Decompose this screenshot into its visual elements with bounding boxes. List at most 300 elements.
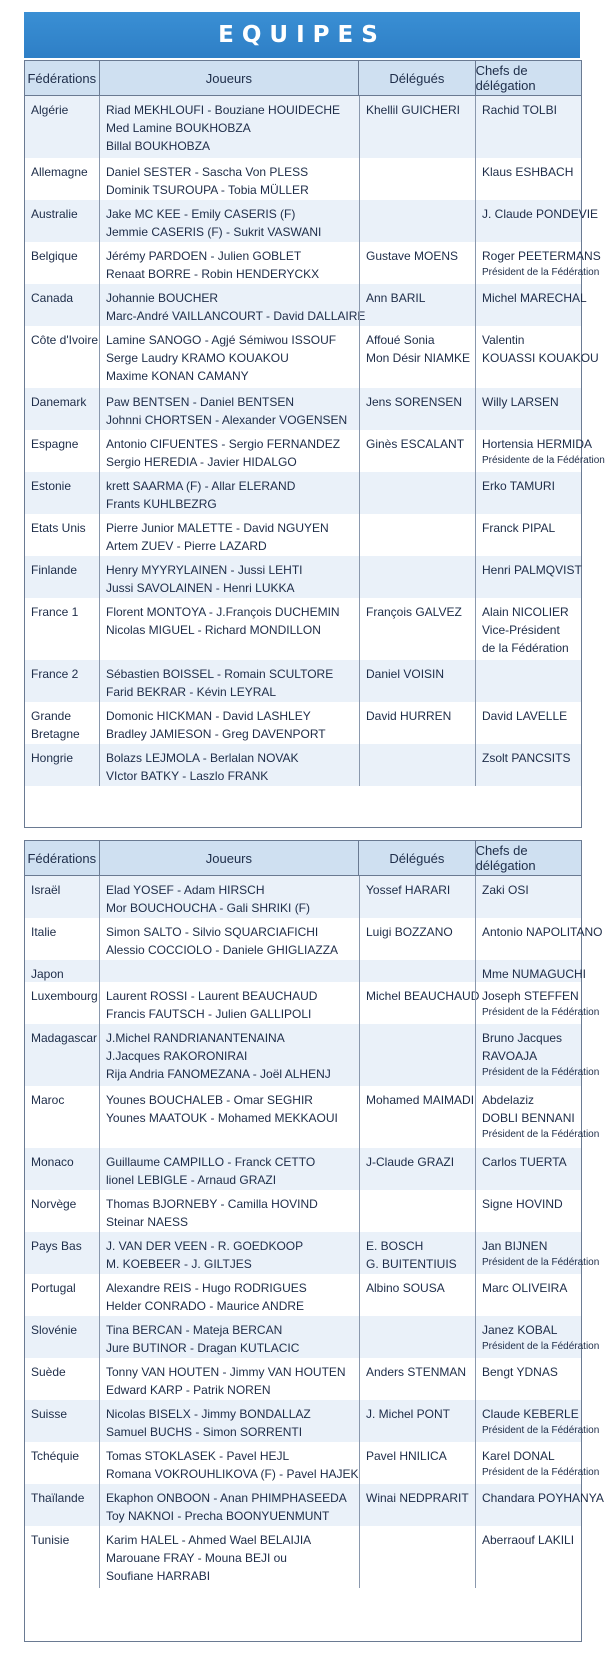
federation-cell-line: Estonie [31, 479, 72, 493]
federation-cell [25, 200, 99, 242]
delegates-cell-line: J-Claude GRAZI [366, 1155, 455, 1169]
teams-table-2 [24, 840, 604, 1642]
players-cell-line: Pierre Junior MALETTE - David NGUYEN [106, 521, 329, 535]
delegates-cell [359, 242, 475, 284]
federation-cell-line: Espagne [31, 437, 79, 451]
table-row [25, 1086, 600, 1148]
chef-cell-line: Erko TAMURI [482, 479, 555, 493]
players-cell-line: Elad YOSEF - Adam HIRSCH [106, 883, 265, 897]
chef-cell-line: Abdelaziz [482, 1093, 535, 1107]
players-cell [99, 744, 359, 786]
federation-cell [25, 472, 99, 514]
players-cell-line: Guillaume CAMPILLO - Franck CETTO [106, 1155, 316, 1169]
chef-cell [475, 1484, 604, 1526]
federation-cell [25, 1484, 99, 1526]
players-cell-line: Nicolas MIGUEL - Richard MONDILLON [106, 623, 321, 637]
table-row [25, 1358, 581, 1400]
table-row [25, 1148, 581, 1190]
delegates-cell [359, 702, 475, 744]
table-row [25, 960, 586, 982]
chef-cell-line: Aberraouf LAKILI [482, 1533, 575, 1547]
table-row [25, 1526, 581, 1588]
players-cell [99, 598, 359, 660]
chef-title: Président de la Fédération [482, 267, 600, 278]
delegates-cell [359, 1024, 475, 1086]
page-title: EQUIPES [218, 22, 386, 48]
chef-cell [475, 1400, 600, 1442]
delegates-cell [359, 1274, 475, 1316]
chef-cell [475, 982, 600, 1024]
table-row [25, 982, 600, 1024]
table-row [25, 388, 581, 430]
federation-cell-line: Algérie [31, 103, 69, 117]
chef-cell [475, 1358, 581, 1400]
players-cell [99, 660, 359, 702]
delegates-cell-line: David HURREN [366, 709, 452, 723]
delegates-cell-line: Luigi BOZZANO [366, 925, 453, 939]
players-cell-line: J. VAN DER VEEN - R. GOEDKOOP [106, 1239, 304, 1253]
delegates-cell [359, 1526, 475, 1588]
federation-cell-line: France 2 [31, 667, 79, 681]
table-row [25, 96, 581, 158]
delegates-cell-line: Mohamed MAIMADI [366, 1093, 475, 1107]
players-cell [99, 96, 359, 158]
players-cell [99, 876, 359, 918]
delegates-cell-line: Jens SORENSEN [366, 395, 463, 409]
federation-cell [25, 284, 99, 326]
chef-cell-line: RAVOAJA [482, 1049, 538, 1063]
delegates-cell-line: Gustave MOENS [366, 249, 459, 263]
chef-cell [475, 1148, 581, 1190]
chef-cell-line: David LAVELLE [482, 709, 568, 723]
federation-cell-line: Norvège [31, 1197, 77, 1211]
chef-cell [475, 1190, 581, 1232]
players-cell [99, 1024, 359, 1086]
players-cell-line: Tomas STOKLASEK - Pavel HEJL [106, 1449, 290, 1463]
federation-cell [25, 556, 99, 598]
chef-cell-line: Mme NUMAGUCHI [482, 967, 586, 981]
chef-title: Présidente de la Fédération [482, 455, 605, 466]
players-cell-line: M. KOEBEER - J. GILTJES [106, 1257, 252, 1271]
players-cell [99, 960, 359, 982]
players-cell-line: Younes BOUCHALEB - Omar SEGHIR [106, 1093, 313, 1107]
delegates-cell-line: Ginès ESCALANT [366, 437, 465, 451]
chef-cell-line: DOBLI BENNANI [482, 1111, 575, 1125]
federation-cell [25, 876, 99, 918]
chef-cell [475, 1274, 581, 1316]
players-cell-line: Jussi SAVOLAINEN - Henri LUKKA [106, 581, 295, 595]
players-cell-line: Farid BEKRAR - Kévin LEYRAL [106, 685, 277, 699]
federation-cell-line: Finlande [31, 563, 78, 577]
federation-cell [25, 744, 99, 786]
table-row [25, 326, 599, 388]
header-joueurs: Joueurs [100, 61, 360, 95]
federation-cell-line: Tchéquie [31, 1449, 80, 1463]
federation-cell-line: Etats Unis [31, 521, 86, 535]
header-delegues: Délégués [359, 841, 475, 875]
table-row [25, 1024, 600, 1086]
players-cell [99, 1526, 359, 1588]
delegates-cell-line: E. BOSCH [366, 1239, 424, 1253]
federation-cell-line: Suisse [31, 1407, 68, 1421]
players-cell-line: Younes MAATOUK - Mohamed MEKKAOUI [106, 1111, 338, 1125]
players-cell-line: J.Michel RANDRIANANTENAINA [106, 1031, 285, 1045]
players-cell-line: Jake MC KEE - Emily CASERIS (F) [106, 207, 296, 221]
federation-cell [25, 326, 99, 388]
federation-cell [25, 96, 99, 158]
players-cell-line: Marc-André VAILLANCOURT - David DALLAIRE [106, 309, 366, 323]
delegates-cell-line: Ann BARIL [366, 291, 426, 305]
table-row [25, 514, 581, 556]
chef-cell [475, 200, 599, 242]
federation-cell [25, 918, 99, 960]
chef-cell [475, 556, 581, 598]
players-cell-line: Francis FAUTSCH - Julien GALLIPOLI [106, 1007, 312, 1021]
players-cell-line: Romana VOKROUHLIKOVA (F) - Pavel HAJEK [106, 1467, 359, 1481]
chef-title: Président de la Fédération [482, 1067, 600, 1078]
players-cell [99, 242, 359, 284]
chef-cell [475, 598, 581, 660]
federation-cell-line: Thaïlande [31, 1491, 85, 1505]
players-cell-line: Florent MONTOYA - J.François DUCHEMIN [106, 605, 340, 619]
federation-cell [25, 1442, 99, 1484]
chef-cell-line: Claude KEBERLE [482, 1407, 579, 1421]
table-row [25, 1232, 600, 1274]
players-cell [99, 1190, 359, 1232]
table-row [25, 1316, 600, 1358]
federation-cell-line: Maroc [31, 1093, 65, 1107]
players-cell-line: Lamine SANOGO - Agjé Sémiwou ISSOUF [106, 333, 337, 347]
delegates-cell [359, 918, 475, 960]
federation-cell-line: Luxembourg [31, 989, 98, 1003]
chef-cell [475, 158, 581, 200]
federation-cell [25, 1358, 99, 1400]
chef-cell [475, 1232, 600, 1274]
federation-cell [25, 960, 99, 982]
federation-cell-line: Canada [31, 291, 74, 305]
chef-cell-line: Vice-Président [482, 623, 560, 637]
delegates-cell-line: Affoué Sonia [366, 333, 435, 347]
players-cell-line: Tina BERCAN - Mateja BERCAN [106, 1323, 283, 1337]
table-row [25, 472, 581, 514]
chef-cell [475, 960, 586, 982]
players-cell-line: Samuel BUCHS - Simon SORRENTI [106, 1425, 303, 1439]
players-cell-line: Simon SALTO - Silvio SQUARCIAFICHI [106, 925, 319, 939]
players-cell-line: Ekaphon ONBOON - Anan PHIMPHASEEDA [106, 1491, 347, 1505]
chef-cell [475, 876, 581, 918]
chef-cell-line: Alain NICOLIER [482, 605, 569, 619]
delegates-cell-line: François GALVEZ [366, 605, 462, 619]
chef-title: Président de la Fédération [482, 1425, 600, 1436]
chef-cell-line: Hortensia HERMIDA [482, 437, 593, 451]
table-row [25, 284, 587, 326]
players-cell [99, 1484, 359, 1526]
delegates-cell [359, 96, 475, 158]
chef-cell-line: Zsolt PANCSITS [482, 751, 571, 765]
chef-cell-line: Bengt YDNAS [482, 1365, 558, 1379]
chef-cell [475, 660, 581, 702]
delegates-cell [359, 472, 475, 514]
table-row [25, 430, 605, 472]
players-cell [99, 1442, 359, 1484]
chef-cell [475, 918, 603, 960]
federation-cell [25, 1526, 99, 1588]
players-cell [99, 158, 359, 200]
chef-cell-line: Signe HOVIND [482, 1197, 563, 1211]
delegates-cell [359, 876, 475, 918]
players-cell [99, 200, 359, 242]
table-body [25, 876, 604, 1588]
players-cell-line: Laurent ROSSI - Laurent BEAUCHAUD [106, 989, 318, 1003]
players-cell-line: Domonic HICKMAN - David LASHLEY [106, 709, 311, 723]
chef-cell-line: de la Fédération [482, 641, 569, 655]
players-cell [99, 326, 359, 388]
federation-cell [25, 1024, 99, 1086]
delegates-cell-line: Khellil GUICHERI [366, 103, 461, 117]
delegates-cell-line: Mon Désir NIAMKE [366, 351, 471, 365]
players-cell-line: Tonny VAN HOUTEN - Jimmy VAN HOUTEN [106, 1365, 346, 1379]
players-cell [99, 388, 359, 430]
chef-cell [475, 1316, 600, 1358]
federation-cell [25, 1190, 99, 1232]
table-row [25, 1484, 604, 1526]
title-banner [24, 12, 580, 58]
players-cell-line: Nicolas BISELX - Jimmy BONDALLAZ [106, 1407, 311, 1421]
players-cell [99, 472, 359, 514]
federation-cell-line: Hongrie [31, 751, 74, 765]
chef-cell-line: Franck PIPAL [482, 521, 556, 535]
players-cell-line: Renaat BORRE - Robin HENDERYCKX [106, 267, 320, 281]
chef-cell-line: Antonio NAPOLITANO [482, 925, 603, 939]
table-header [25, 61, 581, 96]
players-cell-line: Serge Laudry KRAMO KOUAKOU [106, 351, 289, 365]
players-cell-line: Alexandre REIS - Hugo RODRIGUES [106, 1281, 307, 1295]
federation-cell [25, 242, 99, 284]
delegates-cell [359, 158, 475, 200]
delegates-cell [359, 1086, 475, 1148]
players-cell [99, 1232, 359, 1274]
players-cell-line: Paw BENTSEN - Daniel BENTSEN [106, 395, 295, 409]
delegates-cell-line: J. Michel PONT [366, 1407, 451, 1421]
federation-cell-line: Suède [31, 1365, 66, 1379]
chef-cell-line: Michel MARECHAL [482, 291, 587, 305]
chef-cell-line: Joseph STEFFEN [482, 989, 579, 1003]
delegates-cell [359, 430, 475, 472]
federation-cell [25, 1148, 99, 1190]
federation-cell-line: Bretagne [31, 727, 80, 741]
table-row [25, 660, 581, 702]
players-cell-line: Dominik TSUROUPA - Tobia MÜLLER [106, 183, 309, 197]
delegates-cell-line: Daniel VOISIN [366, 667, 445, 681]
table-row [25, 744, 581, 786]
delegates-cell [359, 1190, 475, 1232]
players-cell-line: Jemmie CASERIS (F) - Sukrit VASWANI [106, 225, 322, 239]
players-cell-line: Daniel SESTER - Sascha Von PLESS [106, 165, 309, 179]
delegates-cell-line: Anders STENMAN [366, 1365, 467, 1379]
players-cell-line: J.Jacques RAKORONIRAI [106, 1049, 248, 1063]
delegates-cell-line: Winai NEDPRARIT [366, 1491, 469, 1505]
players-cell-line: Edward KARP - Patrik NOREN [106, 1383, 271, 1397]
players-cell [99, 514, 359, 556]
federation-cell [25, 1316, 99, 1358]
delegates-cell [359, 598, 475, 660]
delegates-cell [359, 1484, 475, 1526]
chef-cell-line: Zaki OSI [482, 883, 529, 897]
players-cell-line: Jure BUTINOR - Dragan KUTLACIC [106, 1341, 300, 1355]
chef-cell-line: Carlos TUERTA [482, 1155, 567, 1169]
players-cell-line: Karim HALEL - Ahmed Wael BELAIJIA [106, 1533, 312, 1547]
chef-cell-line: Willy LARSEN [482, 395, 559, 409]
chef-cell-line: Roger PEETERMANS [482, 249, 601, 263]
federation-cell [25, 660, 99, 702]
table-row [25, 158, 581, 200]
players-cell-line: Bolazs LEJMOLA - Berlalan NOVAK [106, 751, 299, 765]
teams-table-1 [24, 60, 605, 828]
table-row [25, 598, 581, 660]
chef-cell-line: Henri PALMQVIST [482, 563, 582, 577]
players-cell-line: Rija Andria FANOMEZANA - Joël ALHENJ [106, 1067, 331, 1081]
players-cell-line: Sergio HEREDIA - Javier HIDALGO [106, 455, 297, 469]
chef-cell [475, 96, 581, 158]
players-cell-line: Maxime KONAN CAMANY [106, 369, 249, 383]
federation-cell-line: Madagascar [31, 1031, 98, 1045]
chef-cell [475, 1086, 600, 1148]
chef-title: Président de la Fédération [482, 1341, 600, 1352]
table-row [25, 876, 581, 918]
header-federations: Fédérations [25, 61, 100, 95]
players-cell-line: Jérémy PARDOEN - Julien GOBLET [106, 249, 302, 263]
table-row [25, 242, 601, 284]
players-cell-line: Thomas BJORNEBY - Camilla HOVIND [106, 1197, 318, 1211]
federation-cell [25, 1086, 99, 1148]
chef-cell-line: Marc OLIVEIRA [482, 1281, 568, 1295]
federation-cell [25, 388, 99, 430]
players-cell-line: Johannie BOUCHER [106, 291, 219, 305]
players-cell [99, 918, 359, 960]
chef-cell-line: Valentin [482, 333, 525, 347]
federation-cell [25, 514, 99, 556]
federation-cell-line: Tunisie [31, 1533, 70, 1547]
players-cell-line: Henry MYYRYLAINEN - Jussi LEHTI [106, 563, 303, 577]
federation-cell [25, 1274, 99, 1316]
chef-cell-line: Chandara POYHANYA [482, 1491, 604, 1505]
chef-cell-line: Jan BIJNEN [482, 1239, 548, 1253]
players-cell-line: Soufiane HARRABI [106, 1569, 211, 1583]
delegates-cell [359, 1358, 475, 1400]
header-chefs: Chefs de délégation [475, 63, 536, 93]
chef-cell [475, 1442, 600, 1484]
federation-cell-line: Allemagne [31, 165, 88, 179]
table-row [25, 1400, 600, 1442]
players-cell [99, 982, 359, 1024]
delegates-cell [359, 556, 475, 598]
delegates-cell [359, 1442, 475, 1484]
players-cell-line: Artem ZUEV - Pierre LAZARD [106, 539, 267, 553]
table-row [25, 1274, 581, 1316]
players-cell-line: Med Lamine BOUKHOBZA [106, 121, 251, 135]
players-cell [99, 1274, 359, 1316]
table-row [25, 918, 603, 960]
players-cell-line: Riad MEKHLOUFI - Bouziane HOUIDECHE [106, 103, 341, 117]
delegates-cell [359, 200, 475, 242]
federation-cell-line: France 1 [31, 605, 79, 619]
federation-cell-line: Grande [31, 709, 72, 723]
table-row [25, 556, 581, 598]
players-cell-line: Steinar NAESS [106, 1215, 189, 1229]
chef-cell [475, 388, 581, 430]
players-cell-line: VIctor BATKY - Laszlo FRANK [106, 769, 269, 783]
table-header [25, 841, 581, 876]
players-cell [99, 284, 366, 326]
table-row [25, 1190, 581, 1232]
delegates-cell-line: G. BUITENTIUIS [366, 1257, 457, 1271]
federation-cell-line: Belgique [31, 249, 78, 263]
federation-cell-line: Pays Bas [31, 1239, 82, 1253]
chef-cell-line: Janez KOBAL [482, 1323, 558, 1337]
chef-cell [475, 1526, 581, 1588]
players-cell-line: Sébastien BOISSEL - Romain SCULTORE [106, 667, 334, 681]
players-cell-line: Marouane FRAY - Mouna BEJI ou [106, 1551, 287, 1565]
chef-cell [475, 284, 587, 326]
federation-cell [25, 430, 99, 472]
delegates-cell [359, 982, 480, 1024]
chef-cell-line: Karel DONAL [482, 1449, 555, 1463]
header-delegues: Délégués [359, 61, 475, 95]
players-cell-line: krett SAARMA (F) - Allar ELERAND [106, 479, 296, 493]
players-cell-line: lionel LEBIGLE - Arnaud GRAZI [106, 1173, 277, 1187]
federation-cell [25, 1400, 99, 1442]
federation-cell-line: Australie [31, 207, 78, 221]
chef-cell [475, 472, 581, 514]
federation-cell [25, 702, 99, 744]
federation-cell [25, 158, 99, 200]
chef-cell [475, 1024, 600, 1086]
chef-title: Président de la Fédération [482, 1007, 600, 1018]
players-cell [99, 1086, 359, 1148]
delegates-cell [359, 284, 475, 326]
delegates-cell [359, 1400, 475, 1442]
delegates-cell-line: Pavel HNILICA [366, 1449, 447, 1463]
chef-cell [475, 430, 605, 472]
header-federations: Fédérations [25, 841, 100, 875]
table-body [25, 96, 605, 786]
chef-cell [475, 702, 581, 744]
players-cell [99, 430, 359, 472]
federation-cell-line: Japon [31, 967, 64, 981]
header-joueurs: Joueurs [100, 841, 360, 875]
players-cell-line: Helder CONRADO - Maurice ANDRE [106, 1299, 305, 1313]
federation-cell [25, 1232, 99, 1274]
delegates-cell-line: Albino SOUSA [366, 1281, 445, 1295]
players-cell-line: Alessio COCCIOLO - Daniele GHIGLIAZZA [106, 943, 339, 957]
chef-title: Président de la Fédération [482, 1467, 600, 1478]
players-cell-line: Johnni CHORTSEN - Alexander VOGENSEN [106, 413, 348, 427]
delegates-cell [359, 744, 475, 786]
federation-cell-line: Slovénie [31, 1323, 78, 1337]
delegates-cell [359, 1232, 475, 1274]
table-row [25, 702, 581, 744]
header-chefs: Chefs de délégation [475, 843, 536, 873]
chef-cell-line: J. Claude PONDEVIE [482, 207, 599, 221]
players-cell [99, 556, 359, 598]
players-cell [99, 1400, 359, 1442]
delegates-cell [359, 1148, 475, 1190]
chef-cell-line: Bruno Jacques [482, 1031, 563, 1045]
chef-title: Président de la Fédération [482, 1257, 600, 1268]
delegates-cell [359, 388, 475, 430]
players-cell-line: Mor BOUCHOUCHA - Gali SHRIKI (F) [106, 901, 311, 915]
players-cell [99, 702, 359, 744]
